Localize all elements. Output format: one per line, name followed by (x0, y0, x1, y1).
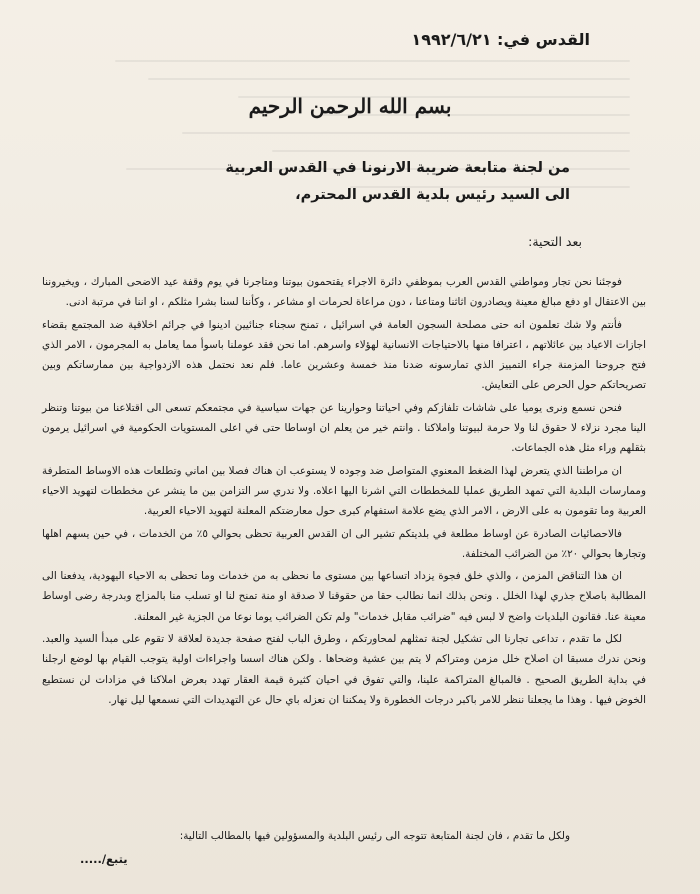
body-paragraph: فأنتم ولا شك تعلمون انه حتى مصلحة السجون العامة في اسرائيل ، تمنح سجناء جنائيين ادينوا في جرائم اخلاقية ضد المجتمع بقضاء اجازات الاعياد بين عائلاتهم ، اعترافا منها بالاحتياجات الانسانية لهؤلاء واسرهم. اما نحن فقد عوملنا باسوأ مما يعامل به المجرمون ، الامر الذي فتح جروحنا المزمنة جراء التمييز الذي تمارسونه ضدنا منذ خمسة وعشرين عاما. فلم نعد نحتمل هذه الازدواجية بين ممارساتكم وبين تصريحاتكم حول الحرص على التعايش. (42, 318, 646, 392)
letter-body (42, 272, 646, 712)
recipient-line: الى السيد رئيس بلدية القدس المحترم، (295, 187, 570, 203)
continuation-marker: يتبع/..... (80, 852, 128, 866)
body-paragraph: فالاحصائيات الصادرة عن اوساط مطلعة في بلديتكم تشير الى ان القدس العربية تحظى بحوالي ٥٪ من الخدمات ، في حين يسهم اهلها وتجارها بحوالي ٢٠٪ من الضرائب المختلفة. (42, 527, 646, 560)
body-paragraph: لكل ما تقدم ، تداعى تجارنا الى تشكيل لجنة تمثلهم لمحاورتكم ، وطرق الباب لفتح صفحة جديدة لعلاقة لا تقوم على مبدأ السيد والعبد. ونحن ندرك مسبقا ان اصلاح خلل مزمن ومتراكم لا يتم بين عشية وضحاها . ولكن هناك اسسا واجراءات اولية يتوجب القيام بها لوضع ارجلنا في بداية الطريق الصحيح . فالمبالغ المتراكمة علينا، والتي تفوق في احيان كثيرة قيمة العقار تهدد بعرض املاكنا في مزادات لن نستطيع الخوض فيها . وهذا ما يجعلنا ننظر للامر باكبر درجات الخطورة ولا يمكننا ان نعزله باي حال عن التهديدات التي نسمعها ليل نهار. (42, 633, 646, 706)
basmala-heading: بسم الله الرحمن الرحيم (248, 94, 452, 118)
body-paragraph: ان مراطننا الذي يتعرض لهذا الضغط المعنوي المتواصل ضد وجوده لا يستوعب ان هناك فصلا بين اماني وتطلعات هذه الاوساط المتطرفة وممارسات البلدية التي تمهد الطريق عمليا للمخططات التي اشرنا اليها اعلاه. ولا ندري سر التزامن بين ما ينشر عن مخططات لتهويد الاحياء العربية وما تقومون به على الارض ، الامر الذي يضع علامة استفهام كبرى حول معارضتكم المعلنة لتهويد الاحياء العربية. (42, 464, 646, 518)
body-paragraph: فوجئنا نحن تجار ومواطني القدس العرب بموظفي دائرة الاجراء يقتحمون بيوتنا ومتاجرنا في يوم وقفة عيد الاضحى المبارك ، ويخيروننا بين الاعتقال او دفع مبالغ معينة ويصادرون اثاثنا ومتاعنا ، دون مراعاة لحرمات او مشاعر ، وكأننا لسنا بشرا مثلكم ، او اننا في مرتبة ادنى. (42, 276, 646, 309)
sender-line: من لجنة متابعة ضريبة الارنونا في القدس العربية (225, 160, 570, 176)
greeting: بعد التحية: (528, 234, 582, 249)
body-paragraph: ان هذا التناقض المزمن ، والذي خلق فجوة يزداد اتساعها بين مستوى ما نحظى به من خدمات وما تحظى به الاحياء اليهودية، يدفعنا الى المطالبة باصلاح جذري لهذا الخلل . ونحن بذلك انما نطالب حقا من حقوقنا لا صدقة او منة تمنح لنا او تسلب منا بالمزاج وبدرجة رضى اوساط معينة عنا. فقانون البلديات واضح لا لبس فيه "ضرائب مقابل خدمات" ولم تكن الضرائب يوما نوعا من الجزية غير المعلنة. (42, 570, 646, 623)
bleed-through-text (70, 44, 630, 244)
date-line: القدس في: ١٩٩٢/٦/٢١ (411, 30, 590, 49)
closing-line: ولكل ما تقدم ، فان لجنة المتابعة تتوجه الى رئيس البلدية والمسؤولين فيها بالمطالب التالية: (179, 830, 570, 842)
body-paragraph: فنحن نسمع ونرى يوميا على شاشات تلفازكم وفي احياتنا وحوارينا عن جهات سياسية في مجتمعكم تسعى الى اقتلاعنا من بيوتنا وتنظر الينا مجرد نزلاء لا حقوق لنا ولا حرمة لبيوتنا واملاكنا . وانتم خير من يعلم ان اوساطا حتى في اعلى المستويات الحكومية في اسرائيل يرمون بثقلهم وراء مثل هذه الجماعات. (42, 401, 646, 455)
